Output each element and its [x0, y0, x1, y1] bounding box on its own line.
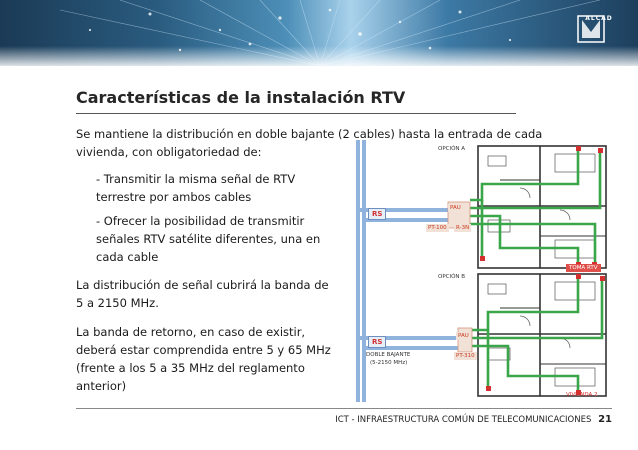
- rs-bottom-label: RS: [368, 336, 386, 348]
- page-number: 21: [598, 414, 612, 425]
- header-banner: [0, 0, 638, 66]
- alcad-logo: [576, 14, 622, 62]
- alcad-logo-icon: [576, 14, 606, 44]
- pau-top-label: PAU: [450, 205, 461, 211]
- pt310-label: PT-310: [456, 353, 475, 359]
- intro-text: Se mantiene la distribución en doble bajante (2 cables) hasta la entrada de cada vivienda, con obligatoriedad de:: [76, 127, 543, 159]
- footer-text: ICT - INFRAESTRUCTURA COMÚN DE TELECOMUNICACIONES: [335, 415, 592, 425]
- page-title: Características de la instalación RTV: [76, 88, 406, 107]
- footer-divider: [76, 408, 612, 409]
- installation-diagram: [340, 140, 612, 402]
- title-divider: [76, 113, 516, 114]
- return-band-text: La banda de retorno, en caso de existir, deberá estar comprendida entre 5 y 65 MHz (frente a los 5 a 35 MHz del reglamento anterior): [76, 325, 331, 393]
- bullet-item: - Transmitir la misma señal de RTV terrestre por ambos cables: [96, 172, 296, 204]
- vivienda-label: VIVIENDA 2: [566, 392, 598, 398]
- doble-bajante-range: (5-2150 MHz): [370, 360, 408, 366]
- option-b-label: OPCIÓN B: [438, 274, 466, 280]
- rs-top-label: RS: [368, 208, 386, 220]
- logo-text: ALCAD: [585, 15, 613, 22]
- band-text: La distribución de señal cubrirá la banda de 5 a 2150 MHz.: [76, 278, 329, 310]
- footer: [335, 414, 612, 425]
- toma-rtv-label: TOMA RTV: [566, 264, 601, 272]
- r3n-label: R-3N: [456, 225, 470, 231]
- bullet-item: - Ofrecer la posibilidad de transmitir señales RTV satélite diferentes, una en cada cable: [96, 214, 321, 264]
- pau-bottom-label: PAU: [458, 333, 469, 339]
- doble-bajante-label: DOBLE BAJANTE: [366, 352, 411, 358]
- option-a-label: OPCIÓN A: [438, 146, 466, 152]
- pt100-label: PT-100: [428, 225, 447, 231]
